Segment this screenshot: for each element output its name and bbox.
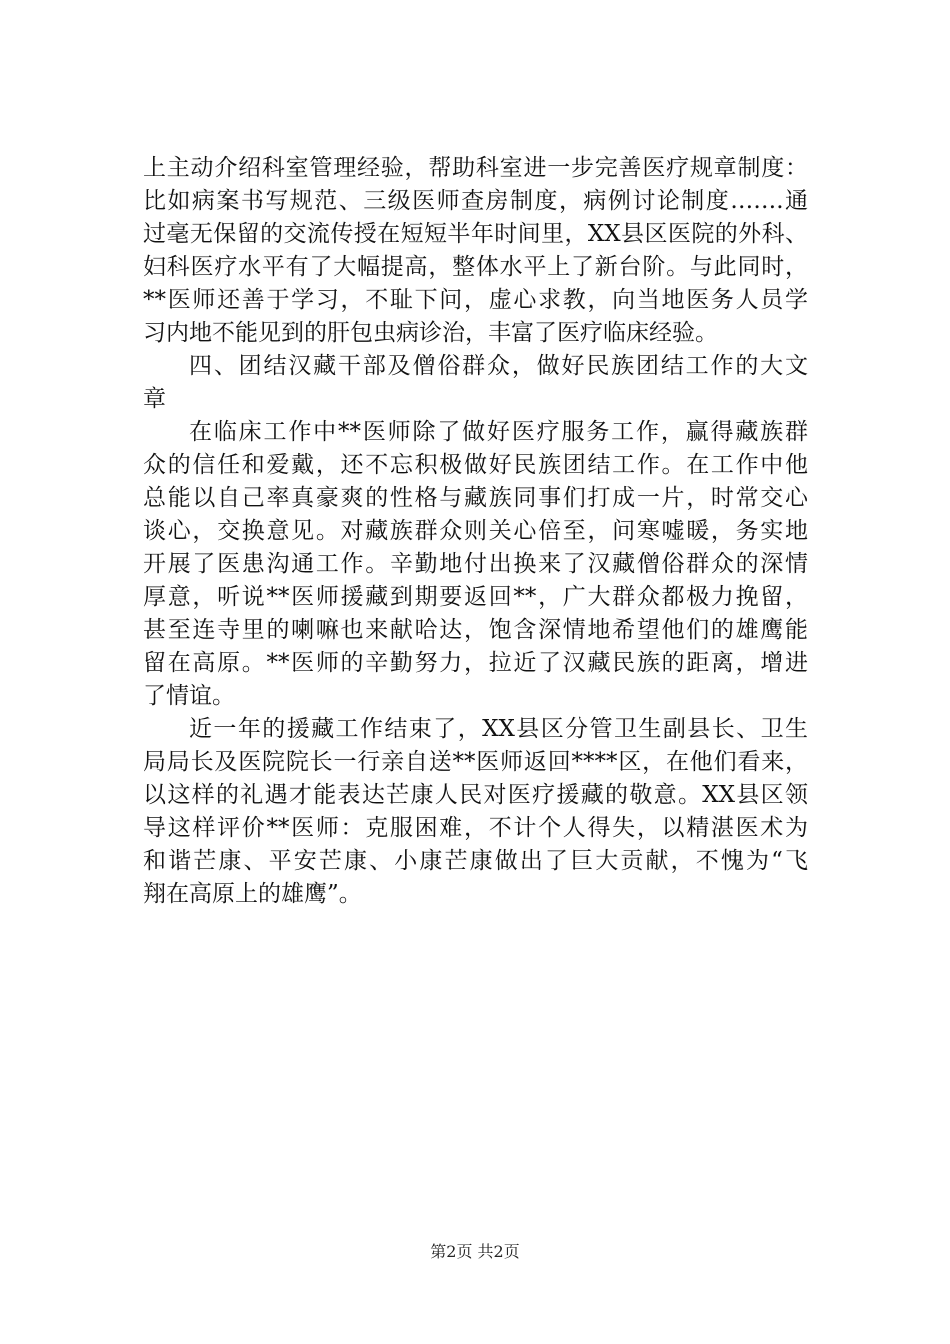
text-line: 甚至连寺里的喇嘛也来献哈达，饱含深情地希望他们的雄鹰能 — [143, 617, 808, 643]
text-line: 上主动介绍科室管理经验，帮助科室进一步完善医疗规章制度： — [143, 155, 808, 181]
text-line: 妇科医疗水平有了大幅提高，整体水平上了新台阶。与此同时， — [143, 254, 808, 280]
text-line: 近一年的援藏工作结束了，XX县区分管卫生副县长、卫生 — [189, 716, 808, 742]
text-line: 在临床工作中**医师除了做好医疗服务工作，赢得藏族群 — [189, 419, 808, 445]
text-line: 厚意，听说**医师援藏到期要返回**，广大群众都极力挽留， — [143, 584, 808, 610]
text-line: 四、团结汉藏干部及僧俗群众，做好民族团结工作的大文 — [189, 353, 808, 379]
text-line: 和谐芒康、平安芒康、小康芒康做出了巨大贡献，不愧为“飞 — [143, 848, 808, 874]
text-line: 以这样的礼遇才能表达芒康人民对医疗援藏的敬意。XX县区领 — [143, 782, 808, 808]
text-line: 章 — [143, 386, 166, 412]
text-line: 总能以自己率真豪爽的性格与藏族同事们打成一片，时常交心 — [143, 485, 808, 511]
text-line: 留在高原。**医师的辛勤努力，拉近了汉藏民族的距离，增进 — [143, 650, 808, 676]
text-line: 导这样评价**医师：克服困难，不计个人得失，以精湛医术为 — [143, 815, 808, 841]
text-line: 众的信任和爱戴，还不忘积极做好民族团结工作。在工作中他 — [143, 452, 808, 478]
text-line: 谈心，交换意见。对藏族群众则关心倍至，问寒嘘暖，务实地 — [143, 518, 808, 544]
text-line: 了情谊。 — [143, 683, 235, 709]
text-line: **医师还善于学习，不耻下问，虚心求教，向当地医务人员学 — [143, 287, 808, 313]
text-line: 翔在高原上的雄鹰”。 — [143, 881, 362, 907]
text-line: 过毫无保留的交流传授在短短半年时间里，XX县区医院的外科、 — [143, 221, 808, 247]
text-line: 习内地不能见到的肝包虫病诊治，丰富了医疗临床经验。 — [143, 320, 718, 346]
text-line: 开展了医患沟通工作。辛勤地付出换来了汉藏僧俗群众的深情 — [143, 551, 808, 577]
text-line: 比如病案书写规范、三级医师查房制度，病例讨论制度…….通 — [143, 188, 808, 214]
page-footer: 第2页 共2页 — [430, 1242, 520, 1261]
text-line: 局局长及医院院长一行亲自送**医师返回****区，在他们看来， — [143, 749, 808, 775]
document-body — [143, 152, 808, 911]
